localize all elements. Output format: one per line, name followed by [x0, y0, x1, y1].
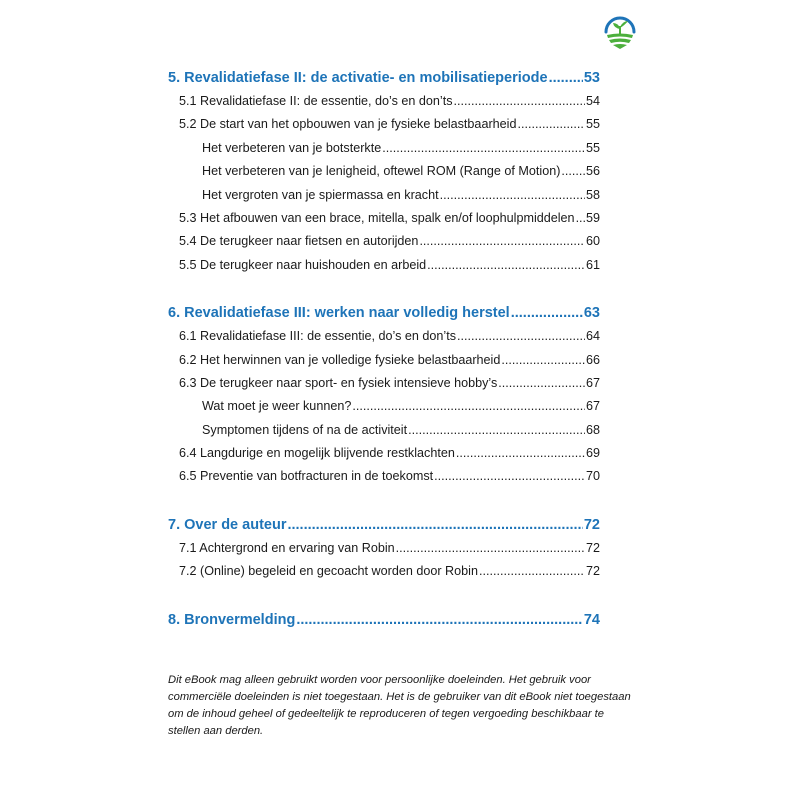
table-of-contents — [168, 66, 600, 632]
toc-entry-title: 5.3 Het afbouwen van een brace, mitella, spalk en/of loophulpmiddelen — [179, 210, 575, 225]
leader-dots — [434, 465, 585, 488]
toc-heading[interactable] — [168, 513, 600, 537]
toc-entry-title: 6.1 Revalidatiefase III: de essentie, do’s en don’ts — [179, 329, 457, 344]
toc-entry[interactable] — [168, 465, 600, 488]
toc-entry-title: 5.2 De start van het opbouwen van je fysieke belastbaarheid — [179, 117, 517, 132]
leader-dots — [287, 513, 582, 537]
leader-dots — [408, 419, 585, 442]
toc-entry[interactable] — [168, 560, 600, 583]
disclaimer-text: Dit eBook mag alleen gebruikt worden voor persoonlijke doeleinden. Het gebruik voor commerciële doeleinden is niet toegestaan. Het is de gebruiker van dit eBook niet toegestaan om de inhoud geheel of gedeeltelijk te reproduceren of tegen vergoeding beschikbaar te stellen aan derden. — [168, 674, 631, 738]
leader-dots — [517, 113, 585, 136]
toc-entry[interactable] — [168, 349, 600, 372]
toc-page-number: 70 — [585, 469, 600, 484]
toc-entry-title: Het vergroten van je spiermassa en kracht — [202, 187, 439, 202]
toc-entry[interactable] — [168, 254, 600, 277]
leader-dots — [382, 137, 585, 160]
toc-entry-title: Het verbeteren van je botsterkte — [202, 140, 382, 155]
section-spacer — [168, 277, 600, 301]
toc-entry-title: 6.2 Het herwinnen van je volledige fysieke belastbaarheid — [179, 352, 501, 367]
toc-entry-title: 6.5 Preventie van botfracturen in de toekomst — [179, 469, 434, 484]
leader-dots — [576, 207, 585, 230]
leader-dots — [549, 66, 583, 90]
toc-page-number: 74 — [583, 611, 600, 628]
toc-heading[interactable] — [168, 608, 600, 632]
leader-dots — [419, 230, 585, 253]
leader-dots — [427, 254, 585, 277]
toc-heading-title: 6. Revalidatiefase III: werken naar volledig herstel — [168, 305, 510, 322]
leader-dots — [296, 608, 583, 632]
toc-entry-title: 6.4 Langdurige en mogelijk blijvende restklachten — [179, 446, 455, 461]
toc-page-number: 59 — [585, 210, 600, 225]
toc-page-number: 69 — [585, 446, 600, 461]
toc-page-number: 64 — [585, 329, 600, 344]
toc-entry[interactable] — [168, 184, 600, 207]
toc-entry[interactable] — [168, 537, 600, 560]
toc-page-number: 55 — [585, 140, 600, 155]
section-spacer — [168, 489, 600, 513]
toc-section-7 — [168, 513, 600, 584]
toc-page-number: 58 — [585, 187, 600, 202]
toc-page-number: 67 — [585, 375, 600, 390]
toc-page-number: 53 — [583, 70, 600, 86]
toc-entry-title: Het verbeteren van je lenigheid, oftewel ROM (Range of Motion) — [202, 164, 561, 179]
toc-entry[interactable] — [168, 137, 600, 160]
toc-entry[interactable] — [168, 325, 600, 348]
leader-dots — [479, 560, 585, 583]
toc-section-6 — [168, 301, 600, 489]
toc-entry[interactable] — [168, 113, 600, 136]
toc-entry[interactable] — [168, 442, 600, 465]
leader-dots — [440, 184, 585, 207]
toc-entry-title: 7.2 (Online) begeleid en gecoacht worden door Robin — [179, 564, 478, 579]
toc-entry-title: Wat moet je weer kunnen? — [202, 399, 352, 414]
toc-heading-title: 8. Bronvermelding — [168, 611, 296, 628]
toc-entry[interactable] — [168, 419, 600, 442]
toc-heading-title: 7. Over de auteur — [168, 516, 287, 533]
toc-entry[interactable] — [168, 395, 600, 418]
leader-dots — [457, 325, 585, 348]
toc-page-number: 56 — [585, 164, 600, 179]
section-spacer — [168, 584, 600, 608]
toc-heading[interactable] — [168, 66, 600, 90]
toc-entry-title: Symptomen tijdens of na de activiteit — [202, 422, 408, 437]
toc-page-number: 55 — [585, 117, 600, 132]
toc-page-number: 61 — [585, 257, 600, 272]
toc-page-number: 67 — [585, 399, 600, 414]
toc-page-number: 54 — [585, 94, 600, 108]
toc-page-number: 63 — [583, 305, 600, 322]
toc-entry-title: 5.1 Revalidatiefase II: de essentie, do’s en don’ts — [179, 94, 453, 108]
toc-entry[interactable] — [168, 372, 600, 395]
toc-entry-title: 5.4 De terugkeer naar fietsen en autorijden — [179, 234, 419, 249]
leader-dots — [498, 372, 585, 395]
toc-entry[interactable] — [168, 160, 600, 183]
toc-heading-title: 5. Revalidatiefase II: de activatie- en mobilisatieperiode — [168, 70, 548, 86]
toc-entry[interactable] — [168, 230, 600, 253]
leader-dots — [396, 537, 585, 560]
leader-dots — [352, 395, 585, 418]
leader-dots — [561, 160, 585, 183]
toc-page-number: 66 — [585, 352, 600, 367]
leader-dots — [456, 442, 585, 465]
toc-page-number: 72 — [585, 564, 600, 579]
toc-section-8 — [168, 608, 600, 632]
leader-dots — [454, 90, 585, 113]
toc-page-number: 72 — [583, 516, 600, 533]
toc-entry-title: 6.3 De terugkeer naar sport- en fysiek intensieve hobby’s — [179, 375, 498, 390]
toc-heading[interactable] — [168, 301, 600, 325]
toc-entry[interactable] — [168, 207, 600, 230]
toc-entry[interactable] — [168, 90, 600, 113]
leader-dots — [501, 349, 585, 372]
plant-sprout-logo-icon — [603, 16, 637, 50]
toc-section-5 — [168, 66, 600, 277]
toc-entry-title: 5.5 De terugkeer naar huishouden en arbeid — [179, 257, 427, 272]
toc-page-number: 60 — [585, 234, 600, 249]
toc-page-number: 68 — [585, 422, 600, 437]
toc-entry-title: 7.1 Achtergrond en ervaring van Robin — [179, 540, 395, 555]
toc-page-number: 72 — [585, 540, 600, 555]
leader-dots — [511, 301, 583, 325]
